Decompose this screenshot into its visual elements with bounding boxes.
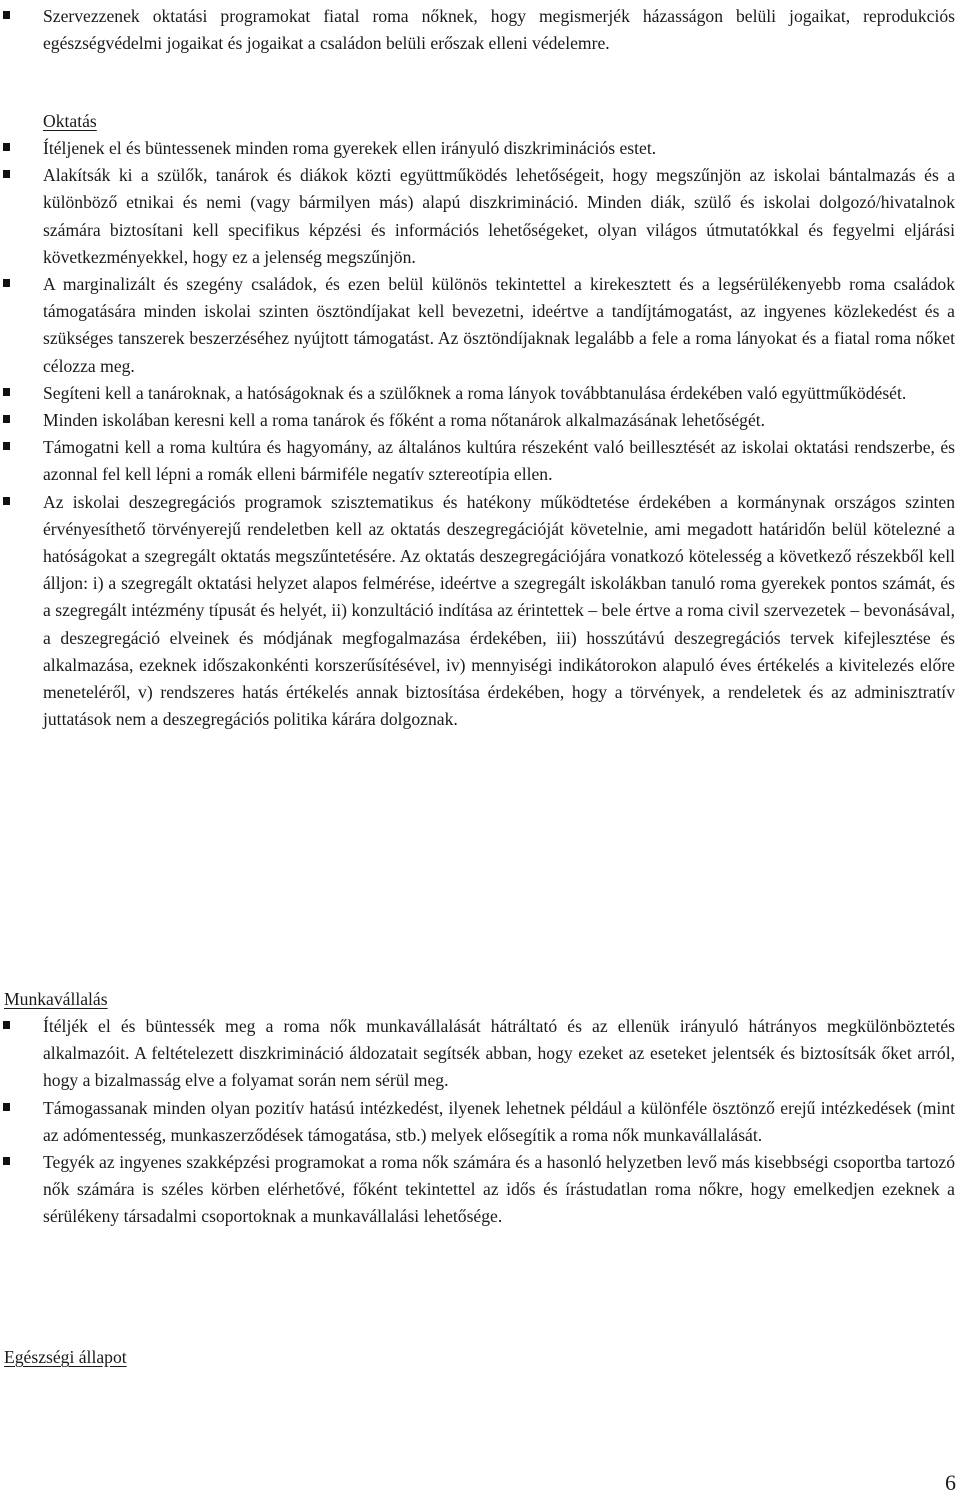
square-bullet-icon xyxy=(3,442,10,450)
square-bullet-icon xyxy=(3,497,10,505)
list-item xyxy=(0,135,960,162)
square-bullet-icon xyxy=(3,1103,10,1111)
list-item xyxy=(0,3,960,57)
square-bullet-icon xyxy=(3,1021,10,1029)
square-bullet-icon xyxy=(3,1157,10,1165)
list-item-text: A marginalizált és szegény családok, és ezen belül különös tekintettel a kirekesztett és a legsérülékenyebb roma családok támogatására minden iskolai szinten ösztöndíjakat kell bevezetni, ideértve a tandíjtámogatást, az ingyenes közlekedést és a szükséges tanszerek beszerzéséhez nyújtott támogatást. Az ösztöndíjaknak legalább a fele a roma lányokat és a fiatal roma nőket célozza meg. xyxy=(43,274,955,376)
square-bullet-icon xyxy=(3,170,10,178)
section-heading-health: Egészségi állapot xyxy=(4,1347,127,1367)
list-item-text: Szervezzenek oktatási programokat fiatal roma nőknek, hogy megismerjék házasságon belüli jogaikat, reprodukciós egészségvédelmi jogaikat és jogaikat a családon belüli erőszak elleni védelemre. xyxy=(43,6,955,54)
list-item-text: Minden iskolában keresni kell a roma tanárok és főként a roma nőtanárok alkalmazásának lehetőségét. xyxy=(43,410,766,431)
intro-list xyxy=(0,3,960,57)
list-item xyxy=(0,162,960,271)
list-item xyxy=(0,1149,960,1231)
list-item xyxy=(0,1013,960,1095)
list-item xyxy=(0,489,960,734)
employment-list xyxy=(0,1013,960,1231)
education-list xyxy=(0,135,960,733)
list-item-text: Támogassanak minden olyan pozitív hatású intézkedést, ilyenek lehetnek például a különféle ösztönző erejű intézkedések (mint az adómentesség, munkaszerződések támogatása, stb.) melyek elősegítik a roma nők munkavállalását. xyxy=(43,1097,955,1145)
square-bullet-icon xyxy=(3,11,10,19)
square-bullet-icon xyxy=(3,143,10,151)
list-item xyxy=(0,434,960,488)
list-item-text: Alakítsák ki a szülők, tanárok és diákok közti együttműködés lehetőségeit, hogy megszűnjön az iskolai bántalmazás és a különböző etnikai és nemi (vagy bármilyen más) alapú diszkrimináció. Minden diák, szülő és iskolai dolgozó/hivatalnok számára biztosítani kell specifikus képzési és információs lehetőségeket, olyan világos útmutatókkal és fegyelmi eljárási következményekkel, hogy ez a jelenség megszűnjön. xyxy=(43,165,955,267)
square-bullet-icon xyxy=(3,279,10,287)
list-item xyxy=(0,380,960,407)
list-item-text: Tegyék az ingyenes szakképzési programokat a roma nők számára és a hasonló helyzetben levő más kisebbségi csoportba tartozó nők számára is széles körben elérhetővé, főként tekintettel az idős és írástudatlan roma nőkre, hogy emelkedjen ezeknek a sérülékeny társadalmi csoportoknak a munkavállalási lehetősége. xyxy=(43,1152,955,1227)
square-bullet-icon xyxy=(3,388,10,396)
page-number: 6 xyxy=(945,1470,956,1495)
list-item-text: Ítéljék el és büntessék meg a roma nők munkavállalását hátráltató és az ellenük irányuló hátrányos megkülönböztetés alkalmazóit. A feltételezett diszkrimináció áldozatait segítsék abban, hogy ezeket az eseteket jelentsék és biztosítsák őket arról, hogy a bizalmasság elve a folyamat során nem sérül meg. xyxy=(43,1016,955,1091)
square-bullet-icon xyxy=(3,415,10,423)
list-item-text: Segíteni kell a tanároknak, a hatóságoknak és a szülőknek a roma lányok továbbtanulása érdekében való együttműködését. xyxy=(43,382,907,403)
section-heading-employment: Munkavállalás xyxy=(4,989,108,1009)
section-heading-education: Oktatás xyxy=(43,111,97,131)
list-item xyxy=(0,1095,960,1149)
list-item-text: Az iskolai deszegregációs programok szisztematikus és hatékony működtetése érdekében a kormánynak országos szinten érvényesíthető törvényerejű rendeletben kell az oktatás deszegregációját követelnie, ami megadott határidőn belül kötelezné a hatóságokat a szegregált oktatás megszűntetésére. Az oktatás deszegregációjára vonatkozó kötelesség a következő részekből kell álljon: i) a szegregált oktatási helyzet alapos felmérése, ideértve a szegregált iskolákban tanuló roma gyerekek pontos számát, és a szegregált intézmény típusát és helyét, ii) konzultáció indítása az érintettek – bele értve a roma civil szervezetek – bevonásával, a deszegregáció elveinek és módjának megfogalmazása érdekében, iii) hosszútávú deszegregációs tervek kifejlesztése és alkalmazása, ezeknek időszakonkénti korszerűsítésével, iv) mennyiségi indikátorokon alapuló éves értékelés a kivitelezés előre meneteléről, v) rendszeres hatás értékelés annak biztosítása érdekében, hogy a törvények, a rendeletek és az adminisztratív juttatások nem a deszegregációs politika kárára dolgoznak. xyxy=(43,491,955,730)
list-item-text: Ítéljenek el és büntessenek minden roma gyerekek ellen irányuló diszkriminációs estet. xyxy=(43,138,657,158)
list-item-text: Támogatni kell a roma kultúra és hagyomány, az általános kultúra részeként való beillesztését az iskolai oktatási rendszerbe, és azonnal fel kell lépni a romák elleni bármiféle negatív sztereotípia ellen. xyxy=(43,437,955,485)
list-item xyxy=(0,271,960,380)
list-item xyxy=(0,407,960,434)
